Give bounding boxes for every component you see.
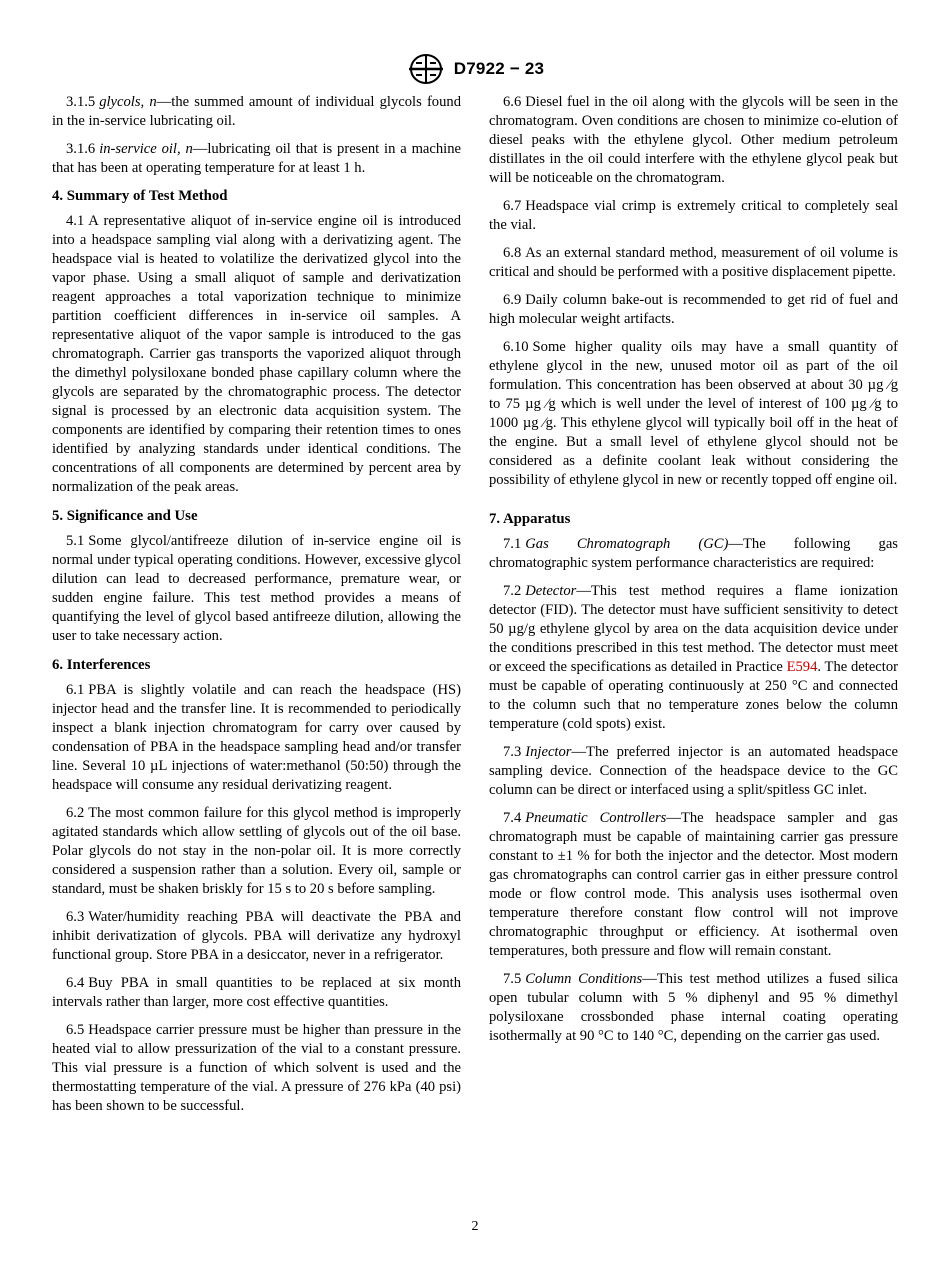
paragraph-7-4: 7.4 Pneumatic Controllers—The headspace sampler and gas chromatograph must be capable of maintaining carrier gas pressure constant to ±1 % for both the injector and the detector. Most modern gas chromatographs can control carrier gas in either pressure control mode or flow control mode. This analysis uses isothermal oven temperature therefore constant flow control will not improve chromatographic throughput or efficiency. At isothermal oven temperatures, both pressure and flow will remain constant.	[489, 810, 898, 959]
paragraph-6-7: 6.7 Headspace vial crimp is extremely critical to completely seal the vial.	[489, 198, 898, 233]
paragraph-3-1-5: 3.1.5 glycols, n—the summed amount of individual glycols found in the in-service lubricating oil.	[52, 94, 461, 129]
paragraph-3-1-6: 3.1.6 in-service oil, n—lubricating oil that is present in a machine that has been at operating temperature for at least 1 h.	[52, 141, 461, 176]
paragraph-6-9: 6.9 Daily column bake-out is recommended to get rid of fuel and high molecular weight artifacts.	[489, 292, 898, 327]
page-header	[0, 52, 950, 86]
paragraph-6-6: 6.6 Diesel fuel in the oil along with the glycols will be seen in the chromatogram. Oven conditions are chosen to minimize co-elution of diesel peaks with the ethylene glycol. Other medium petroleum distillates in the oil could interfere with the ethylene glycol peak but will be noticeable on the chromatogram.	[489, 94, 898, 186]
left-column	[52, 93, 461, 1125]
astm-logo-icon	[406, 53, 446, 85]
paragraph-6-10: 6.10 Some higher quality oils may have a small quantity of ethylene glycol in the new, unused motor oil as part of the oil formulation. This concentration has been observed at about 30 µg ⁄g to 75 µg ⁄g which is well under the level of interest of 100 µg ⁄g to 1000 µg ⁄g. This ethylene glycol will typically boil off in the heat of the engine. But a small level of ethylene glycol should not be considered as a definite coolant leak without considering the possibility of ethylene glycol in new or recently topped off engine oil.	[489, 339, 898, 488]
section-6-heading: 6. Interferences	[52, 657, 151, 673]
paragraph-7-5: 7.5 Column Conditions—This test method utilizes a fused silica open tubular column with 5 % diphenyl and 95 % dimethyl polysiloxane crossbonded phase internal coating operating isothermally at 90 °C to 140 °C, depending on the carrier gas used.	[489, 971, 898, 1044]
section-5-heading: 5. Significance and Use	[52, 508, 198, 524]
section-7-heading: 7. Apparatus	[489, 511, 571, 527]
paragraph-6-1: 6.1 PBA is slightly volatile and can reach the headspace (HS) injector head and the transfer line. It is recommended to periodically inspect a blank injection chromatogram for carry over caused by condensation of PBA in the headspace sampling head and/or transfer line. Several 10 µL injections of water:methanol (50:50) through the headspace will consume any residual derivatizing reagent.	[52, 682, 461, 793]
paragraph-6-8: 6.8 As an external standard method, measurement of oil volume is critical and should be performed with a positive displacement pipette.	[489, 245, 898, 280]
paragraph-7-2: 7.2 Detector—This test method requires a flame ionization detector (FID). The detector must have sufficient sensitivity to detect 50 µg/g ethylene glycol by area on the data acquisition device under the conditions prescribed in this test method. The detector must meet or exceed the specifications as detailed in Practice E594. The detector must be capable of operating continuously at 250 °C and connected to the column such that no temperature zones below the column temperature (cold spots) exist.	[489, 583, 898, 732]
paragraph-4-1: 4.1 A representative aliquot of in-service engine oil is introduced into a headspace sampling vial along with a derivatizing agent. The headspace vial is heated to volatilize the derivatized glycol into the vapor phase. Using a small aliquot of sample and derivatization reagent approaches a total vaporization technique to minimize partition coefficient differences in in-service oil samples. A representative aliquot of the vapor sample is introduced to the gas chromatograph. Carrier gas transports the vaporized aliquot through the dimethyl polysiloxane bonded phase capillary column where the glycols are separated by the chromatographic process. The detector signal is processed by an electronic data acquisition system. The components are identified by comparing their retention times to ones identified by analyzing standards under identical conditions. The concentrations of all components are determined by percent area by normalization of the peak areas.	[52, 213, 461, 495]
paragraph-6-3: 6.3 Water/humidity reaching PBA will deactivate the PBA and inhibit derivatization of glycols. PBA will derivatize any hydroxyl functional group. Store PBA in a desiccator, never in a refrigerator.	[52, 909, 461, 963]
paragraph-7-1: 7.1 Gas Chromatograph (GC)—The following gas chromatographic system performance characteristics are required:	[489, 536, 898, 571]
e594-link[interactable]: E594	[786, 659, 818, 675]
paragraph-6-4: 6.4 Buy PBA in small quantities to be replaced at six month intervals rather than larger, more cost effective quantities.	[52, 975, 461, 1010]
paragraph-6-2: 6.2 The most common failure for this glycol method is improperly agitated standards which allow settling of glycols out of the oil base. Polar glycols do not stay in the non-polar oil. It is more correctly considered a suspension rather than a solution. Every oil, sample or standard, must be shaken briskly for 15 s to 20 s before sampling.	[52, 805, 461, 897]
paragraph-5-1: 5.1 Some glycol/antifreeze dilution of in-service engine oil is normal under typical operating conditions. However, excessive glycol dilution can lead to decreased performance, premature wear, or sudden engine failure. This test method provides a means of quantifying the level of glycol based antifreeze dilution, allowing the user to take necessary action.	[52, 533, 461, 644]
page-number: 2	[471, 1219, 479, 1234]
right-column	[489, 93, 898, 1055]
paragraph-7-3: 7.3 Injector—The preferred injector is an automated headspace sampling device. Connection of the headspace device to the GC column can be direct or interfaced using a split/spitless GC inlet.	[489, 744, 898, 798]
paragraph-6-5: 6.5 Headspace carrier pressure must be higher than pressure in the heated vial to allow pressurization of the vial to a constant pressure. This vial pressure is a function of which solvent is used and the thermostatting temperature of the vial. A pressure of 276 kPa (40 psi) has been shown to be successful.	[52, 1022, 461, 1114]
document-id: D7922 − 23	[453, 59, 545, 78]
section-4-heading: 4. Summary of Test Method	[52, 188, 228, 204]
